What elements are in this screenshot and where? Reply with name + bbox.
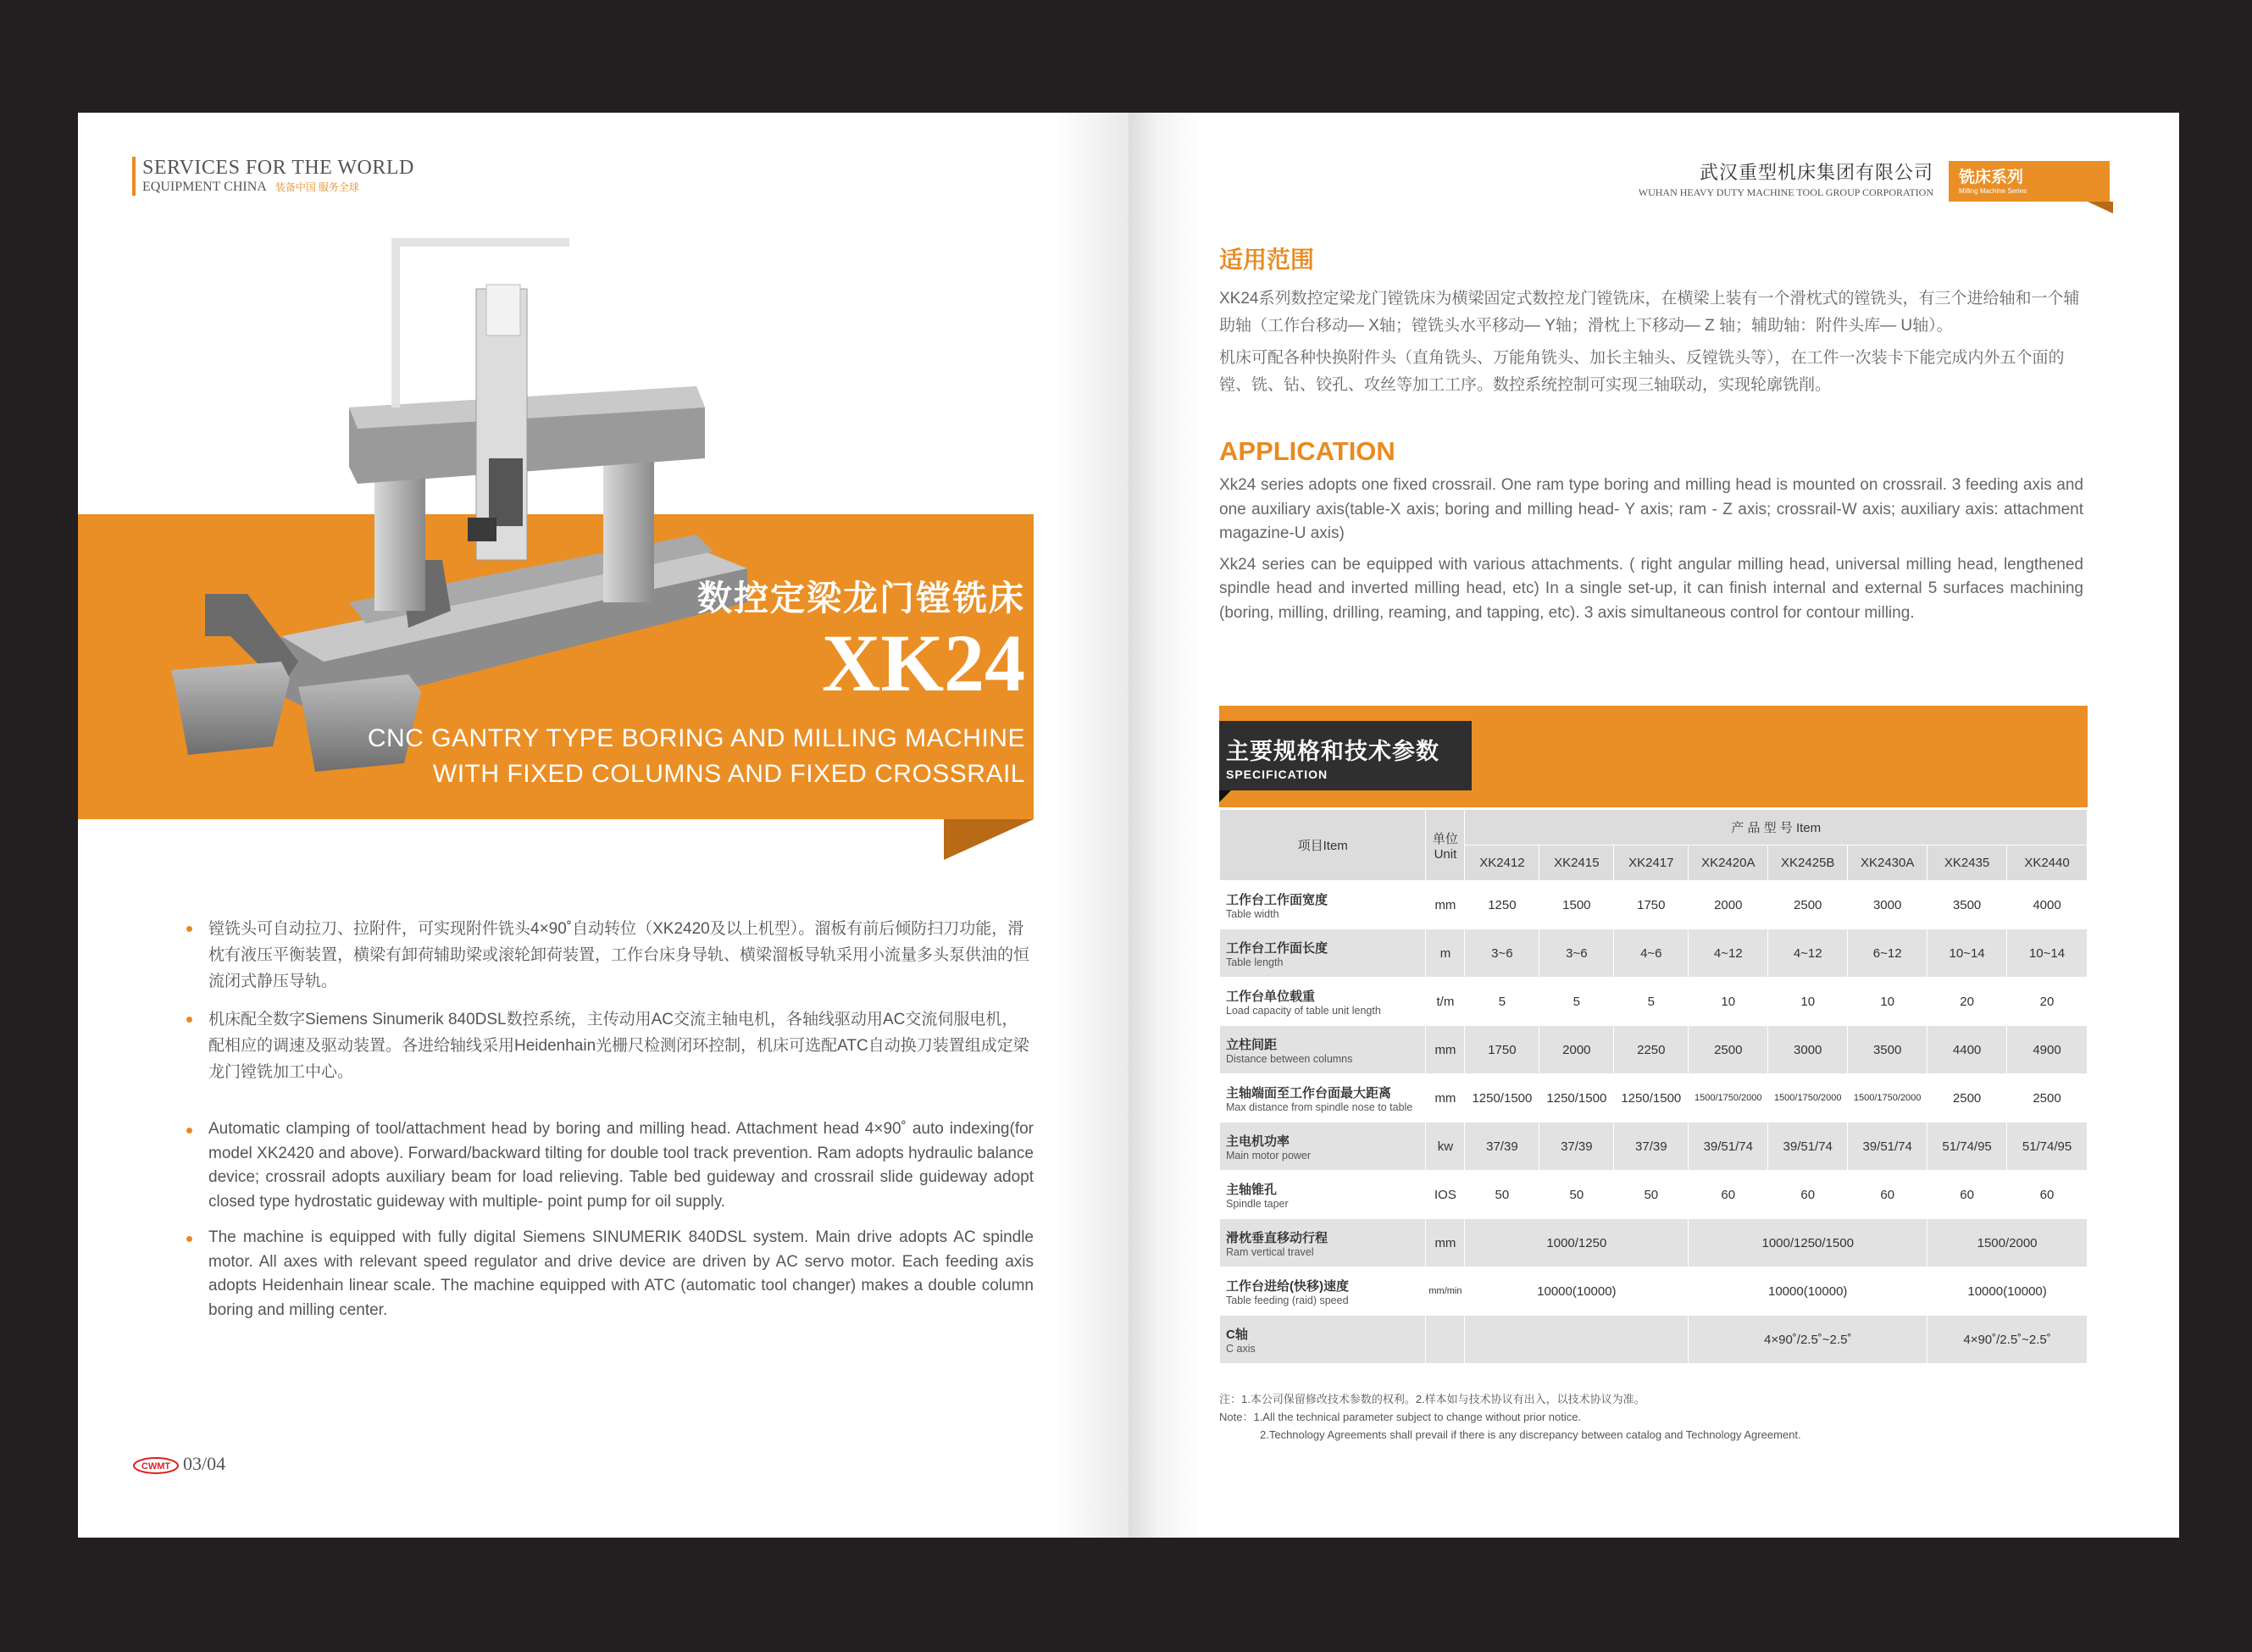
item-header: 项目Item [1220, 810, 1426, 881]
spec-value: 10~14 [1928, 929, 2007, 978]
spec-value-group: 4×90˚/2.5˚~2.5˚ [1928, 1316, 2088, 1364]
spec-value: 4900 [2007, 1026, 2088, 1074]
spec-item-cn: 工作台工作面宽度 [1226, 892, 1328, 907]
spec-value: 3000 [1768, 1026, 1848, 1074]
spec-value: 37/39 [1614, 1123, 1689, 1171]
spec-item-en: Table feeding (raid) speed [1226, 1294, 1349, 1306]
brand-slogan [132, 157, 414, 196]
spec-value: 50 [1539, 1171, 1614, 1219]
left-page [78, 113, 1129, 1538]
unit-header [1426, 810, 1465, 881]
spec-unit: IOS [1426, 1171, 1465, 1219]
spec-value-group: 1000/1250/1500 [1689, 1219, 1928, 1267]
spec-value: 5 [1614, 978, 1689, 1026]
spec-unit: t/m [1426, 978, 1465, 1026]
spec-item-cn: 主电机功率 [1226, 1134, 1290, 1149]
spec-unit: mm [1426, 1074, 1465, 1123]
spec-body [1220, 881, 2088, 1364]
banner-fold-shape [944, 819, 1034, 860]
feature-cn-item: 机床配全数字Siemens Sinumerik 840DSL数控系统，主传动用AC交流主轴电机，各轴线驱动用AC交流伺服电机，配相应的调速及驱动装置。各进给轴线采用Heidenhain光栅尺检测闭环控制，机床可选配ATC自动换刀装置组成定梁龙门镗铣加工中心。 [186, 1006, 1034, 1085]
spec-value: 39/51/74 [1848, 1123, 1928, 1171]
spec-value: 1750 [1614, 881, 1689, 929]
spec-value-group [1465, 1316, 1689, 1364]
spec-value: 3500 [1848, 1026, 1928, 1074]
spec-item [1220, 929, 1426, 978]
application-text [1219, 474, 2083, 632]
spec-row [1220, 881, 2088, 929]
spec-item [1220, 1171, 1426, 1219]
spec-value: 1500/1750/2000 [1689, 1074, 1768, 1123]
spec-value: 2000 [1539, 1026, 1614, 1074]
spec-item-en: Table width [1226, 907, 1279, 920]
spec-value: 39/51/74 [1768, 1123, 1848, 1171]
spec-value: 20 [1928, 978, 2007, 1026]
features-en [186, 1117, 1034, 1334]
spec-title-cn: 主要规格和技术参数 [1226, 739, 1439, 764]
spec-label [1219, 721, 1472, 790]
spec-item-en: Load capacity of table unit length [1226, 1004, 1381, 1017]
spec-value: 4~6 [1614, 929, 1689, 978]
spec-item [1220, 1074, 1426, 1123]
spec-value: 50 [1465, 1171, 1539, 1219]
spec-table [1219, 809, 2088, 1364]
spec-value: 1250/1500 [1465, 1074, 1539, 1123]
spec-row [1220, 978, 2088, 1026]
spec-label-fold-shape [1219, 790, 1231, 802]
spec-row [1220, 1171, 2088, 1219]
spec-value: 50 [1614, 1171, 1689, 1219]
spec-value: 5 [1465, 978, 1539, 1026]
spec-unit: mm [1426, 1026, 1465, 1074]
scope-paragraph: 机床可配各种快换附件头（直角铣头、万能角铣头、加长主轴头、反镗铣头等），在工件一次装卡下能完成内外五个面的镗、铣、钻、铰孔、攻丝等加工工序。数控系统控制可实现三轴联动，实现轮廓铣削。 [1219, 349, 2065, 394]
spec-title-en: SPECIFICATION [1226, 768, 1328, 781]
title-cn: 数控定梁龙门镗铣床 [697, 579, 1025, 618]
application-paragraph: Xk24 series can be equipped with various attachments. ( right angular milling head, universal milling head, lengthened spindle head and inverted milling head, etc) In a single set-up, it can finish internal and external 5 surfaces machining (boring, milling, drilling, reaming, and tapping, etc). 3 axis simultaneous control for contour milling. [1219, 555, 2083, 622]
brand-line2: EQUIPMENT CHINA [142, 180, 267, 194]
unit-header-en: Unit [1434, 846, 1457, 862]
spec-value: 2000 [1689, 881, 1768, 929]
spec-value-group: 4×90˚/2.5˚~2.5˚ [1689, 1316, 1928, 1364]
company-logo-icon [132, 1456, 180, 1475]
spec-item [1220, 1026, 1426, 1074]
spec-value: 10 [1848, 978, 1928, 1026]
spec-unit [1426, 1316, 1465, 1364]
spec-unit: mm [1426, 881, 1465, 929]
note-en-1: Note：1.All the technical parameter subject to change without prior notice. [1219, 1411, 1582, 1423]
spec-value-group: 10000(10000) [1465, 1267, 1689, 1316]
spec-value-group: 1000/1250 [1465, 1219, 1689, 1267]
model-header: 产 品 型 号 Item [1465, 810, 2088, 845]
spec-value: 1250/1500 [1539, 1074, 1614, 1123]
spec-unit: mm [1426, 1219, 1465, 1267]
spec-value: 51/74/95 [2007, 1123, 2088, 1171]
spec-item [1220, 1123, 1426, 1171]
spec-item-en: Max distance from spindle nose to table [1226, 1100, 1413, 1113]
page-footer [132, 1453, 225, 1475]
spec-value: 51/74/95 [1928, 1123, 2007, 1171]
spec-value: 4400 [1928, 1026, 2007, 1074]
spec-item [1220, 1267, 1426, 1316]
spec-item [1220, 1219, 1426, 1267]
scope-text [1219, 285, 2083, 404]
spec-value: 1500/1750/2000 [1768, 1074, 1848, 1123]
spec-unit: mm/min [1426, 1267, 1465, 1316]
spec-value: 2250 [1614, 1026, 1689, 1074]
spec-item-en: Ram vertical travel [1226, 1245, 1314, 1258]
spec-row [1220, 1316, 2088, 1364]
spec-item-en: Table length [1226, 956, 1284, 968]
spec-value: 3000 [1848, 881, 1928, 929]
title-en-line1: CNC GANTRY TYPE BORING AND MILLING MACHINE [367, 724, 1025, 752]
model-header-cell: XK2417 [1614, 845, 1689, 881]
note-cn: 注：1.本公司保留修改技术参数的权利。2.样本如与技术协议有出入，以技术协议为准。 [1219, 1393, 1645, 1405]
logo-text: CWMT [141, 1461, 171, 1472]
spec-value: 5 [1539, 978, 1614, 1026]
spec-item-en: Spindle taper [1226, 1197, 1289, 1210]
spec-value: 6~12 [1848, 929, 1928, 978]
spec-item-cn: 滑枕垂直移动行程 [1226, 1230, 1328, 1245]
model-header-cell: XK2435 [1928, 845, 2007, 881]
spec-unit: kw [1426, 1123, 1465, 1171]
company-name-cn: 武汉重型机床集团有限公司 [1699, 162, 1933, 183]
machine-illustration [154, 238, 849, 797]
spec-value: 1500/1750/2000 [1848, 1074, 1928, 1123]
company-header [1639, 158, 1933, 199]
spec-item-cn: 工作台工作面长度 [1226, 940, 1328, 956]
spec-value: 10~14 [2007, 929, 2088, 978]
model-header-cell: XK2415 [1539, 845, 1614, 881]
spec-item [1220, 978, 1426, 1026]
spec-value: 4000 [2007, 881, 2088, 929]
spec-row [1220, 1267, 2088, 1316]
spec-value: 20 [2007, 978, 2088, 1026]
spec-row [1220, 1074, 2088, 1123]
note-en-2: 2.Technology Agreements shall prevail if there is any discrepancy between catalog and Technology Agreement. [1260, 1428, 1801, 1441]
spec-item-cn: 主轴端面至工作台面最大距离 [1226, 1085, 1392, 1100]
spec-item [1220, 881, 1426, 929]
spec-value: 4~12 [1768, 929, 1848, 978]
spec-value: 1500 [1539, 881, 1614, 929]
spec-value: 1250/1500 [1614, 1074, 1689, 1123]
spec-value: 2500 [1768, 881, 1848, 929]
spec-item-en: Distance between columns [1226, 1052, 1353, 1065]
model-header-cell: XK2440 [2007, 845, 2088, 881]
features-cn [186, 916, 1034, 1097]
spec-value: 60 [1848, 1171, 1928, 1219]
model-header-cell: XK2425B [1768, 845, 1848, 881]
spec-row [1220, 1123, 2088, 1171]
title-en [368, 721, 1025, 792]
feature-en-item: The machine is equipped with fully digital Siemens SINUMERIK 840DSL system. Main drive adopts AC spindle motor. All axes with relevant speed regulator and drive device are driven by AC servo motor. Each feeding axis adopts Heidenhain linear scale. The machine equipped with ATC (automatic tool changer) makes a double column boring and milling center. [186, 1226, 1034, 1322]
spec-item-cn: 工作台进给(快移)速度 [1226, 1278, 1349, 1294]
spec-item [1220, 1316, 1426, 1364]
series-en: Milling Machine Series [1959, 187, 2027, 195]
spec-value: 37/39 [1465, 1123, 1539, 1171]
spec-value-group: 10000(10000) [1689, 1267, 1928, 1316]
application-title: APPLICATION [1219, 436, 1395, 466]
spec-value: 60 [1689, 1171, 1768, 1219]
model-header-cell: XK2430A [1848, 845, 1928, 881]
spec-value: 60 [2007, 1171, 2088, 1219]
application-paragraph: Xk24 series adopts one fixed crossrail. One ram type boring and milling head is mounted on crossrail. 3 feeding axis and one auxiliary axis(table-X axis; boring and milling head- Y axis; ram - Z axis; crossrail-W axis; auxiliary axis: attachment magazine-U axis) [1219, 476, 2083, 542]
spec-item-cn: 工作台单位载重 [1226, 989, 1316, 1004]
right-page [1129, 113, 2179, 1538]
series-cn: 铣床系列 [1959, 169, 2024, 186]
spec-value: 39/51/74 [1689, 1123, 1768, 1171]
brand-line1: SERVICES FOR THE WORLD [142, 157, 414, 179]
spec-row [1220, 929, 2088, 978]
spec-unit: m [1426, 929, 1465, 978]
spec-value: 4~12 [1689, 929, 1768, 978]
spec-value: 3~6 [1465, 929, 1539, 978]
spec-value: 3~6 [1539, 929, 1614, 978]
spec-item-cn: C轴 [1226, 1327, 1248, 1342]
spec-value: 2500 [1928, 1074, 2007, 1123]
spec-value: 1250 [1465, 881, 1539, 929]
brand-cn: 装备中国 服务全球 [275, 181, 359, 193]
spec-value: 60 [1928, 1171, 2007, 1219]
company-name-en: WUHAN HEAVY DUTY MACHINE TOOL GROUP CORPORATION [1638, 186, 1933, 198]
spec-item-cn: 立柱间距 [1226, 1037, 1278, 1052]
model-name: XK24 [822, 618, 1025, 708]
spec-value: 3500 [1928, 881, 2007, 929]
spec-value: 10 [1768, 978, 1848, 1026]
spec-item-cn: 主轴锥孔 [1226, 1182, 1278, 1197]
spec-item-en: C axis [1226, 1342, 1256, 1355]
series-tag-fold-shape [2088, 202, 2113, 213]
spec-value: 2500 [2007, 1074, 2088, 1123]
spec-row [1220, 1219, 2088, 1267]
spec-value: 60 [1768, 1171, 1848, 1219]
spec-value: 37/39 [1539, 1123, 1614, 1171]
spec-value: 2500 [1689, 1026, 1768, 1074]
scope-title: 适用范围 [1219, 247, 1315, 273]
title-en-line2: WITH FIXED COLUMNS AND FIXED CROSSRAIL [432, 760, 1025, 788]
spec-value-group: 1500/2000 [1928, 1219, 2088, 1267]
spec-value: 10 [1689, 978, 1768, 1026]
scope-paragraph: XK24系列数控定梁龙门镗铣床为横梁固定式数控龙门镗铣床，在横梁上装有一个滑枕式的镗铣头，有三个进给轴和一个辅助轴（工作台移动— X轴；镗铣头水平移动— Y轴；滑枕上下移动— Z 轴；辅助轴：附件头库— U轴）。 [1219, 290, 2080, 335]
series-tag [1949, 161, 2110, 202]
spec-value-group: 10000(10000) [1928, 1267, 2088, 1316]
spec-row [1220, 1026, 2088, 1074]
unit-header-cn: 单位 [1432, 831, 1458, 846]
feature-en-item: Automatic clamping of tool/attachment head by boring and milling head. Attachment head 4×90˚ auto indexing(for model XK2420 and above). Forward/backward tilting for double tool track prevention. Ram adopts hydraulic balance device; crossrail adopts auxiliary beam for load relieving. Table bed guideway and crossrail slide guideway adopt closed type hydrostatic guideway with multiple- point pump for oil supply. [186, 1117, 1034, 1214]
feature-cn-item: 镗铣头可自动拉刀、拉附件，可实现附件铣头4×90˚自动转位（XK2420及以上机型）。溜板有前后倾防扫刀功能，滑枕有液压平衡装置，横梁有卸荷辅助梁或滚轮卸荷装置，工作台床身导轨、横梁溜板导轨采用小流量多头泵供油的恒流闭式静压导轨。 [186, 916, 1034, 995]
page-number: 03/04 [183, 1453, 226, 1474]
spec-item-en: Main motor power [1226, 1149, 1312, 1161]
notes [1219, 1390, 1801, 1444]
model-header-cell: XK2412 [1465, 845, 1539, 881]
model-header-cell: XK2420A [1689, 845, 1768, 881]
spec-value: 1750 [1465, 1026, 1539, 1074]
